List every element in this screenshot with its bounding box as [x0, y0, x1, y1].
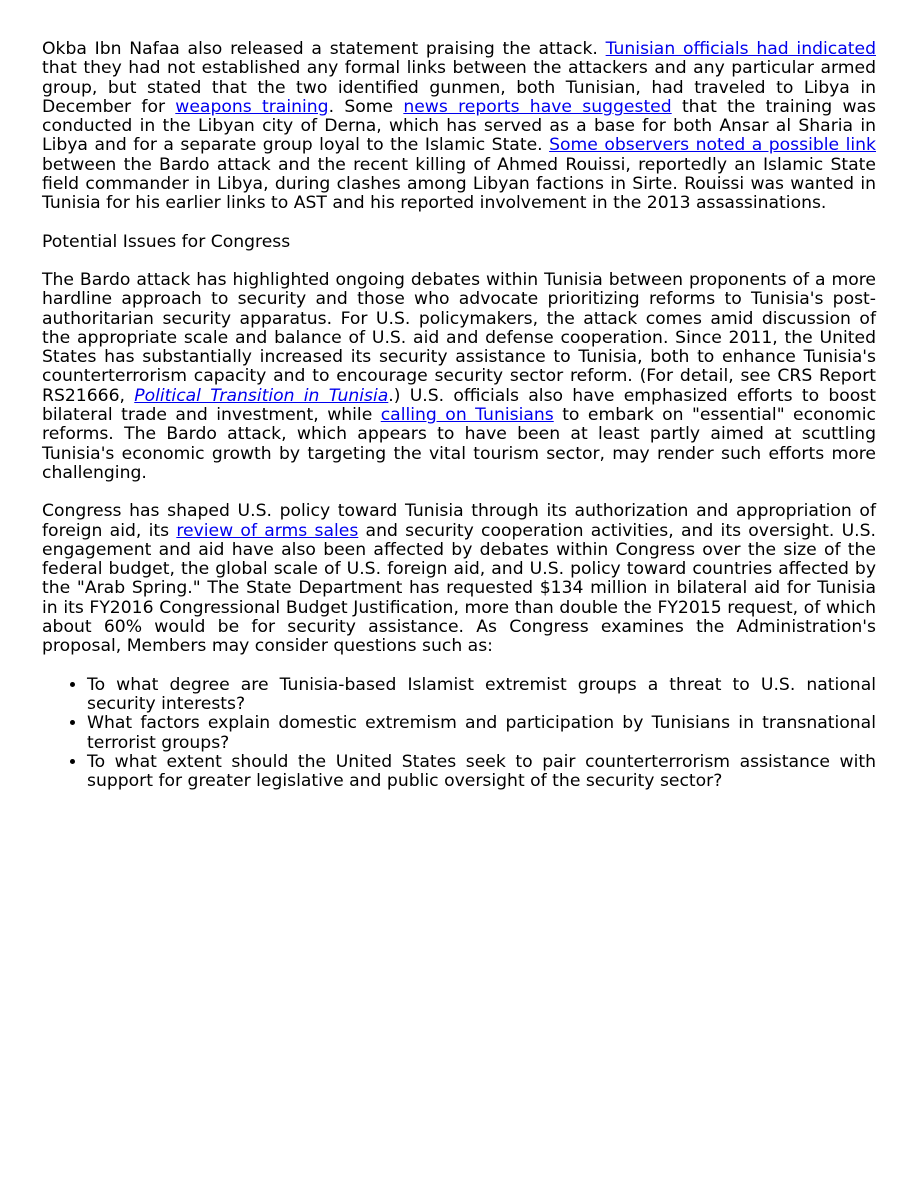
- list-item: • To what extent should the United States seek to pair counterterrorism assistance with support for greater legislative and public oversight of the security sector?: [87, 753, 876, 792]
- document-body: [42, 40, 876, 791]
- text-run: The Bardo attack has highlighted ongoing debates within Tunisia between proponents of a more hardline approach to security and those who advocate prioritizing reforms to Tunisia's post-authoritarian security apparatus. For U.S. policymakers, the attack comes amid discussion of the appropriate scale and balance of U.S. aid and defense cooperation. Since 2011, the United States has substantially increased its security assistance to Tunisia, both to enhance Tunisia's counterterrorism capacity and to encourage security sector reform. (For detail, see CRS Report RS21666,: [42, 269, 876, 406]
- list-item: • What factors explain domestic extremism and participation by Tunisians in transnational terrorist groups?: [87, 714, 876, 753]
- paragraph-bardo-debates: [42, 271, 876, 483]
- paragraph-congress-policy: [42, 502, 876, 656]
- questions-list: [42, 676, 876, 792]
- text-run: Okba Ibn Nafaa also released a statement praising the attack.: [42, 39, 606, 59]
- link-weapons-training[interactable]: weapons training: [175, 96, 329, 117]
- link-political-transition[interactable]: [134, 386, 388, 406]
- link-news-reports[interactable]: news reports have suggested: [403, 96, 672, 117]
- text-run: and security cooperation activities, and its oversight. U.S. engagement and aid have also been affected by debates within Congress over the size of the federal budget, the global scale of U.S. foreign aid, and U.S. policy toward countries affected by the "Arab Spring." The State Department has requested $134 million in bilateral aid for Tunisia in its FY2016 Congressional Budget Justification, more than double the FY2015 request, of which about 60% would be for security assistance. As Congress examines the Administration's proposal, Members may consider questions such as:: [42, 520, 877, 657]
- link-text: Political Transition in Tunisia: [134, 385, 389, 406]
- link-calling-on-tunisians[interactable]: calling on Tunisians: [380, 405, 554, 426]
- text-run: . Some: [328, 96, 404, 117]
- link-review-of-arms-sales[interactable]: review of arms sales: [176, 520, 359, 541]
- text-run: to embark on "essential" economic reforms. The Bardo attack, which appears to have been at least partly aimed at scuttling Tunisia's economic growth by targeting the vital tourism sector, may render such efforts more challenging.: [42, 405, 876, 483]
- text-run: Congress has shaped U.S. policy toward Tunisia through its authorization and appropriation of foreign aid, its: [42, 501, 876, 541]
- list-item: • To what degree are Tunisia-based Islamist extremist groups a threat to U.S. national security interests?: [87, 676, 876, 715]
- section-heading: Potential Issues for Congress: [42, 231, 291, 252]
- text-run: .) U.S. officials also have emphasized efforts to boost bilateral trade and investment, while: [42, 385, 876, 426]
- link-tunisian-officials[interactable]: Tunisian officials had indicated: [605, 39, 876, 59]
- text-run: that the training was conducted in the Libyan city of Derna, which has served as a base for both Ansar al Sharia in Libya and for a separate group loyal to the Islamic State.: [42, 96, 876, 156]
- text-run: between the Bardo attack and the recent killing of Ahmed Rouissi, reportedly an Islamic State field commander in Libya, during clashes among Libyan factions in Sirte. Rouissi was wanted in Tunisia for his earlier links to AST and his reported involvement in the 2013 assassinations.: [42, 154, 876, 214]
- paragraph-attack-statement: [42, 40, 876, 214]
- text-run: that they had not established any formal links between the attackers and any particular armed group, but stated that the two identified gunmen, both Tunisian, had traveled to Libya in December for: [42, 58, 876, 117]
- link-possible-link[interactable]: Some observers noted a possible link: [549, 135, 877, 156]
